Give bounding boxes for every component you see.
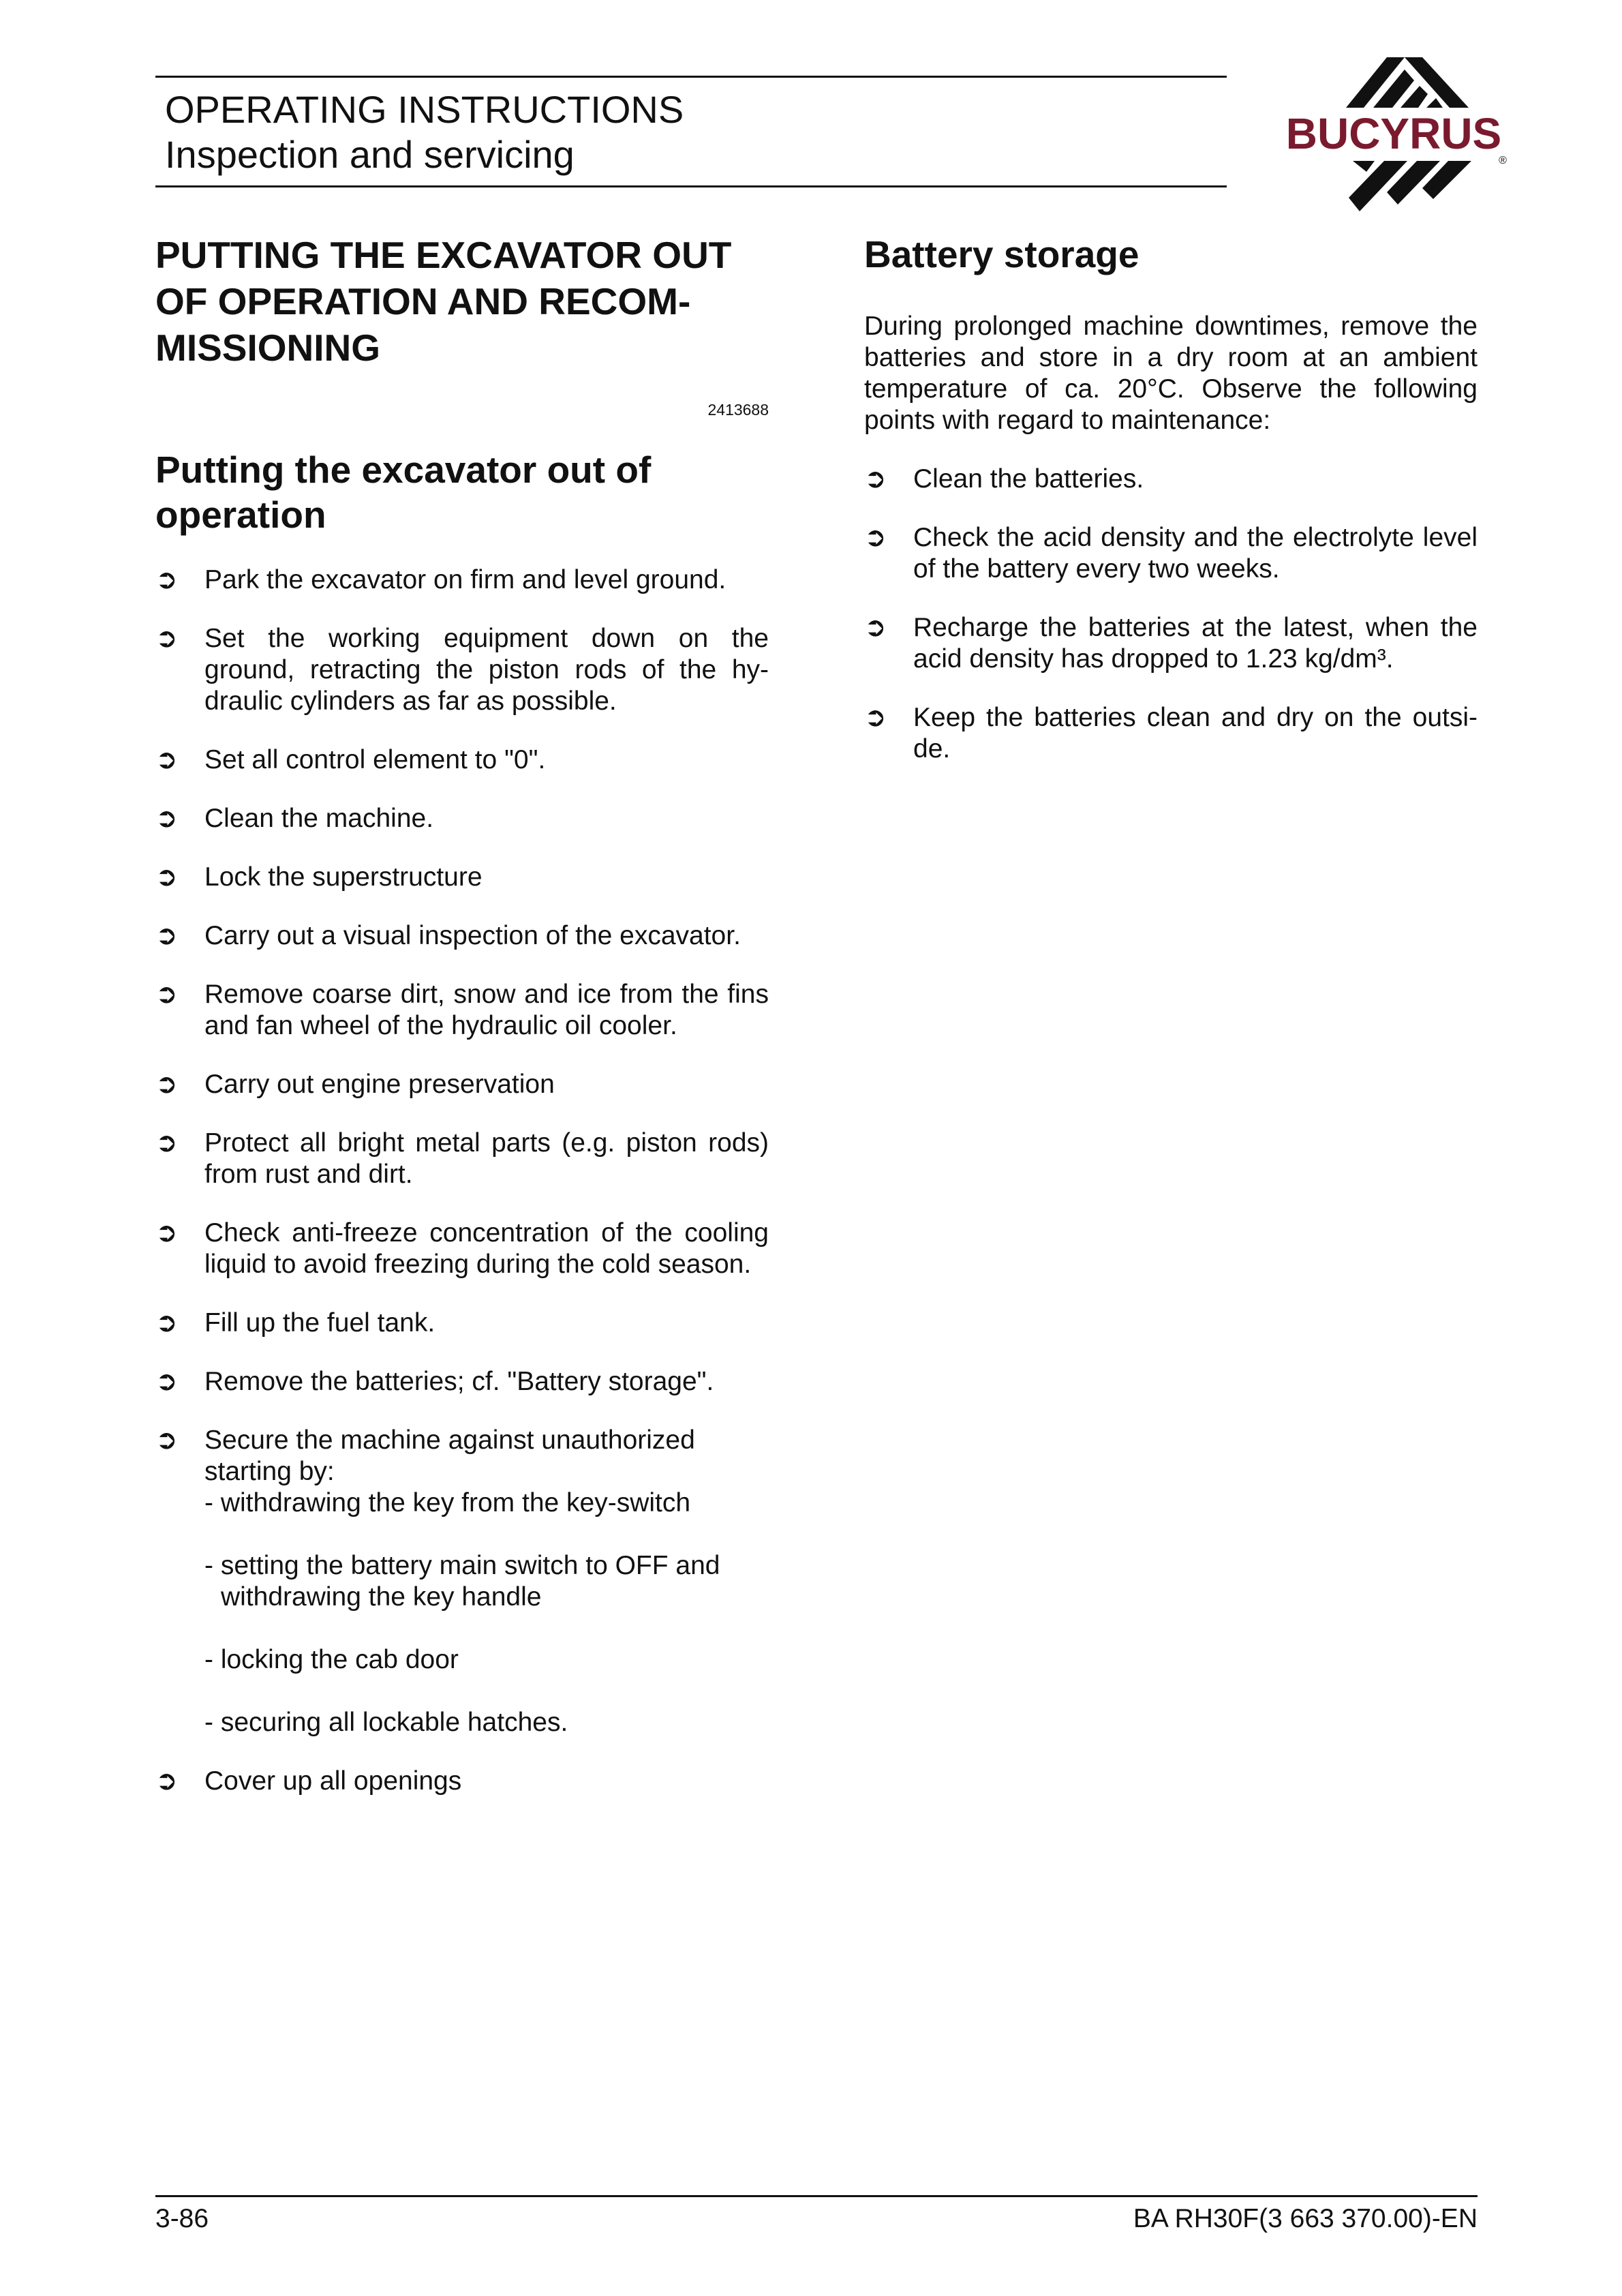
list-item: ➲ Clean the batteries. xyxy=(864,464,1144,494)
header-bottom-rule xyxy=(155,185,1227,187)
list-item: ➲ Lock the superstructure xyxy=(155,862,483,892)
list-item: ➲ Check the acid density and the electrolyte level of the battery every two weeks. xyxy=(864,522,1478,584)
section-title-out-of-operation: Putting the excavator out of operation xyxy=(155,449,652,536)
list-item: ➲ Set all control element to "0". xyxy=(155,744,546,775)
arrow-bullet-icon: ➲ xyxy=(155,1766,178,1796)
footer-rule xyxy=(155,2195,1478,2197)
arrow-bullet-icon: ➲ xyxy=(155,803,178,834)
list-item: ➲ Remove the batteries; cf. "Battery storage". xyxy=(155,1366,714,1397)
logo-lower-stripe-1 xyxy=(1353,161,1375,172)
header-top-rule xyxy=(155,76,1227,78)
list-item: ➲ Fill up the fuel tank. xyxy=(155,1308,435,1338)
list-item-secure-machine xyxy=(155,1425,769,1738)
left-column xyxy=(155,232,769,1824)
arrow-bullet-icon: ➲ xyxy=(155,1218,178,1248)
list-item: ➲ Protect all bright metal parts (e.g. piston rods) from rust and dirt. xyxy=(155,1128,769,1189)
main-title: PUTTING THE EXCAVATOR OUT OF OPERATION AND RECOM-MISSIONING xyxy=(155,234,732,369)
arrow-bullet-icon: ➲ xyxy=(864,702,887,733)
list-item: ➲ Recharge the batteries at the latest, when the acid density has dropped to 1.23 kg/dm³. xyxy=(864,612,1478,674)
header-subtitle: Inspection and servicing xyxy=(165,133,575,176)
arrow-bullet-icon: ➲ xyxy=(155,979,178,1010)
header-title: OPERATING INSTRUCTIONS xyxy=(165,88,684,131)
list-item: ➲ Park the excavator on firm and level ground. xyxy=(155,564,726,595)
list-item: ➲ Carry out a visual inspection of the excavator. xyxy=(155,920,741,951)
logo-wordmark: BUCYRUS xyxy=(1285,109,1502,158)
arrow-bullet-icon: ➲ xyxy=(155,744,178,775)
battery-intro: During prolonged machine downtimes, remove the batteries and store in a dry room at an ambient temperature of ca. 20°C. Observe the following points with regard to maintenance: xyxy=(864,312,1478,435)
logo-upper-stripe-4 xyxy=(1426,98,1443,108)
right-column xyxy=(864,232,1478,792)
logo-registered-mark: ® xyxy=(1499,155,1507,166)
arrow-bullet-icon: ➲ xyxy=(155,1366,178,1397)
arrow-bullet-icon: ➲ xyxy=(155,1128,178,1158)
arrow-bullet-icon: ➲ xyxy=(864,522,887,553)
arrow-bullet-icon: ➲ xyxy=(155,862,178,892)
secure-item-continued: withdrawing the key handle xyxy=(221,1582,542,1612)
out-of-operation-steps xyxy=(155,564,769,1797)
arrow-bullet-icon: ➲ xyxy=(155,623,178,654)
arrow-bullet-icon: ➲ xyxy=(155,1425,178,1455)
arrow-bullet-icon: ➲ xyxy=(155,564,178,595)
arrow-bullet-icon: ➲ xyxy=(155,920,178,951)
secure-item: - setting the battery main switch to OFF and xyxy=(204,1551,720,1580)
arrow-bullet-icon: ➲ xyxy=(155,1069,178,1100)
secure-item: - securing all lockable hatches. xyxy=(204,1708,568,1737)
secure-item: - locking the cab door xyxy=(204,1645,459,1674)
secure-item: - withdrawing the key from the key-switch xyxy=(204,1488,691,1517)
list-item: ➲ Carry out engine preservation xyxy=(155,1069,555,1100)
list-item: ➲ Clean the machine. xyxy=(155,803,434,834)
list-item: ➲ Keep the batteries clean and dry on the outsi-de. xyxy=(864,702,1478,764)
arrow-bullet-icon: ➲ xyxy=(864,464,887,494)
secure-intro: Secure the machine against unauthorized starting by: xyxy=(204,1425,695,1486)
page-number: 3-86 xyxy=(155,2204,209,2233)
list-item: ➲ Cover up all openings xyxy=(155,1766,462,1796)
list-item: ➲ Remove coarse dirt, snow and ice from the fins and fan wheel of the hydraulic oil cooler. xyxy=(155,979,769,1040)
arrow-bullet-icon: ➲ xyxy=(864,612,887,643)
document-number: 2413688 xyxy=(707,401,769,419)
document-reference: BA RH30F(3 663 370.00)-EN xyxy=(1133,2204,1478,2233)
arrow-bullet-icon: ➲ xyxy=(155,1308,178,1338)
battery-steps xyxy=(864,464,1478,765)
bucyrus-logo xyxy=(1264,53,1523,214)
list-item: ➲ Set the working equipment down on the ground, retracting the piston rods of the hy-draulic cylinders as far as possible. xyxy=(155,623,769,716)
list-item: ➲ Check anti-freeze concentration of the cooling liquid to avoid freezing during the cold season. xyxy=(155,1218,769,1279)
section-title-battery-storage: Battery storage xyxy=(864,233,1139,275)
